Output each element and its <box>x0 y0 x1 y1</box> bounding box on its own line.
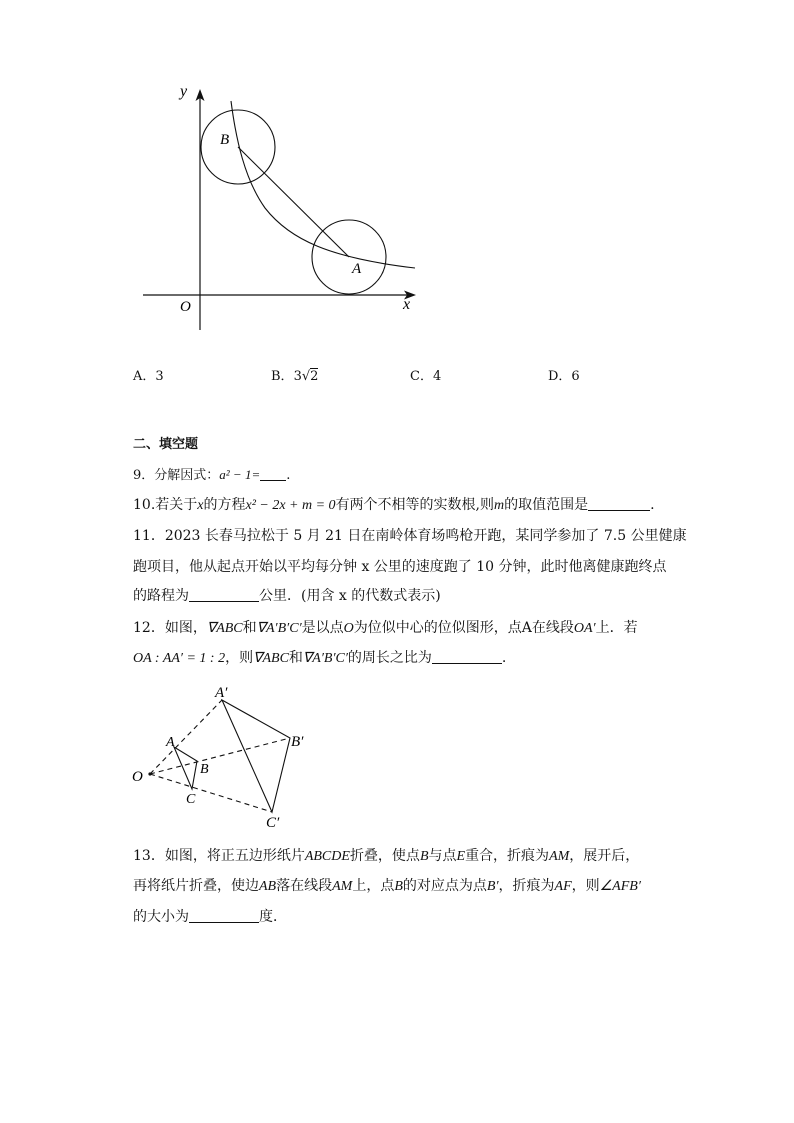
q13-angle: ∠AFB′ <box>599 879 641 894</box>
q13-poly: ABCDE <box>304 849 350 864</box>
q10-suffix: 的取值范围是 <box>504 497 589 513</box>
q13-bp: B′ <box>486 879 499 894</box>
choice-b-value: 3 <box>293 369 302 384</box>
fig2-label-b-prime: B′ <box>291 734 304 750</box>
q13-pe: E <box>456 849 466 864</box>
q9-expr: a² − 1= <box>219 467 261 482</box>
q13-text-f: 再将纸片折叠，使边 <box>133 878 259 894</box>
q12-text-d: 为位似中心的位似图形，点A在线段 <box>353 620 574 636</box>
q13-am2: AM <box>332 879 353 894</box>
label-x: x <box>403 296 411 313</box>
q12-ratio: OA : AA′ = 1 : 2 <box>133 651 226 666</box>
q10-mid2: 有两个不相等的实数根,则 <box>335 497 495 513</box>
label-y: y <box>180 83 188 100</box>
q12-point-o: O <box>343 621 354 636</box>
q13-text-e: ，展开后， <box>569 848 640 864</box>
q11-line3-prefix: 的路程为 <box>133 588 189 604</box>
q12-tri1-b: ∇ABC <box>253 651 289 666</box>
question-13-line-1 <box>133 846 639 867</box>
section-title: 二、填空题 <box>133 437 199 452</box>
q13-text-c: 与点 <box>428 848 457 864</box>
choice-b-prefix: B． <box>271 369 294 384</box>
fig2-label-o: O <box>132 769 143 785</box>
q13-am: AM <box>549 849 570 864</box>
fig2-label-b: B <box>200 762 209 777</box>
choice-b-radicand: 2 <box>310 369 319 384</box>
q12-text-g: 和 <box>288 650 303 666</box>
question-13-line-3 <box>133 907 287 927</box>
ray-o-c2 <box>150 774 272 812</box>
q12-end: . <box>501 650 507 666</box>
q10-equation: x² − 2x + m = 0 <box>245 498 336 513</box>
label-a: A <box>352 261 362 277</box>
q12-text-h: 的周长之比为 <box>347 650 432 666</box>
triangle-a2b2c2 <box>222 700 290 812</box>
label-origin: O <box>180 299 191 315</box>
q13-text-k: ，则 <box>571 878 600 894</box>
q12-text-f: ，则 <box>225 650 254 666</box>
q13-af: AF <box>554 879 572 894</box>
q13-answer-blank[interactable] <box>189 908 259 923</box>
choice-d: D．6 <box>548 369 580 384</box>
choice-c: C．4 <box>410 369 442 384</box>
question-11-line-2: 跑项目，他从起点开始以平均每分钟 x 公里的速度跑了 10 分钟，此时他离健康跑终点 <box>133 559 667 575</box>
q13-pb: B <box>419 849 429 864</box>
q12-seg-oa: OA′ <box>573 621 596 636</box>
q12-tri1: ∇ABC <box>206 621 243 636</box>
q10-mid1: 的方程 <box>203 497 246 513</box>
q13-text-h: 上，点 <box>352 878 395 894</box>
q13-text-d: 重合，折痕为 <box>465 848 550 864</box>
q12-text-e: 上．若 <box>595 620 638 636</box>
q12-tri2-b: ∇A′B′C′ <box>302 651 348 666</box>
q12-text-c: 是以点 <box>301 620 344 636</box>
q13-text-m: 度． <box>259 909 287 925</box>
q10-var-m: m <box>494 498 505 513</box>
sqrt-symbol: √ <box>301 369 311 384</box>
q13-text-g: 落在线段 <box>276 878 333 894</box>
fig2-label-a-prime: A′ <box>215 685 228 701</box>
question-11-line-1: 11．2023 长春马拉松于 5 月 21 日在南岭体育场鸣枪开跑，某同学参加了 7.5 公里健康 <box>133 528 687 544</box>
q11-line3-suffix: 公里．(用含 x 的代数式表示) <box>259 588 441 604</box>
q9-prefix: 9．分解因式： <box>133 468 220 483</box>
q12-text-b: 和 <box>242 620 257 636</box>
point-o-dot <box>148 772 151 775</box>
q10-prefix: 10.若关于 <box>133 497 198 513</box>
q12-text-a: 12．如图， <box>133 620 207 636</box>
q10-var-x: x <box>197 498 204 513</box>
fig2-label-c-prime: C′ <box>266 815 280 831</box>
q13-text-l: 的大小为 <box>133 909 189 925</box>
q13-text-i: 的对应点为点 <box>402 878 487 894</box>
q10-end: . <box>650 497 655 513</box>
q13-text-a: 13．如图，将正五边形纸片 <box>133 848 305 864</box>
q13-pb2: B <box>394 879 403 894</box>
fig2-label-a: A <box>166 735 175 750</box>
label-b: B <box>220 132 230 148</box>
q12-tri2: ∇A′B′C′ <box>256 621 302 636</box>
fig2-label-c: C <box>186 792 196 807</box>
ray-o-a2 <box>150 700 222 774</box>
q13-text-b: 折叠，使点 <box>349 848 420 864</box>
question-13-line-2 <box>133 876 641 897</box>
q9-suffix: . <box>286 468 291 483</box>
q13-text-j: ，折痕为 <box>498 878 555 894</box>
choice-a: A．3 <box>133 369 164 384</box>
q13-ab: AB <box>259 879 277 894</box>
